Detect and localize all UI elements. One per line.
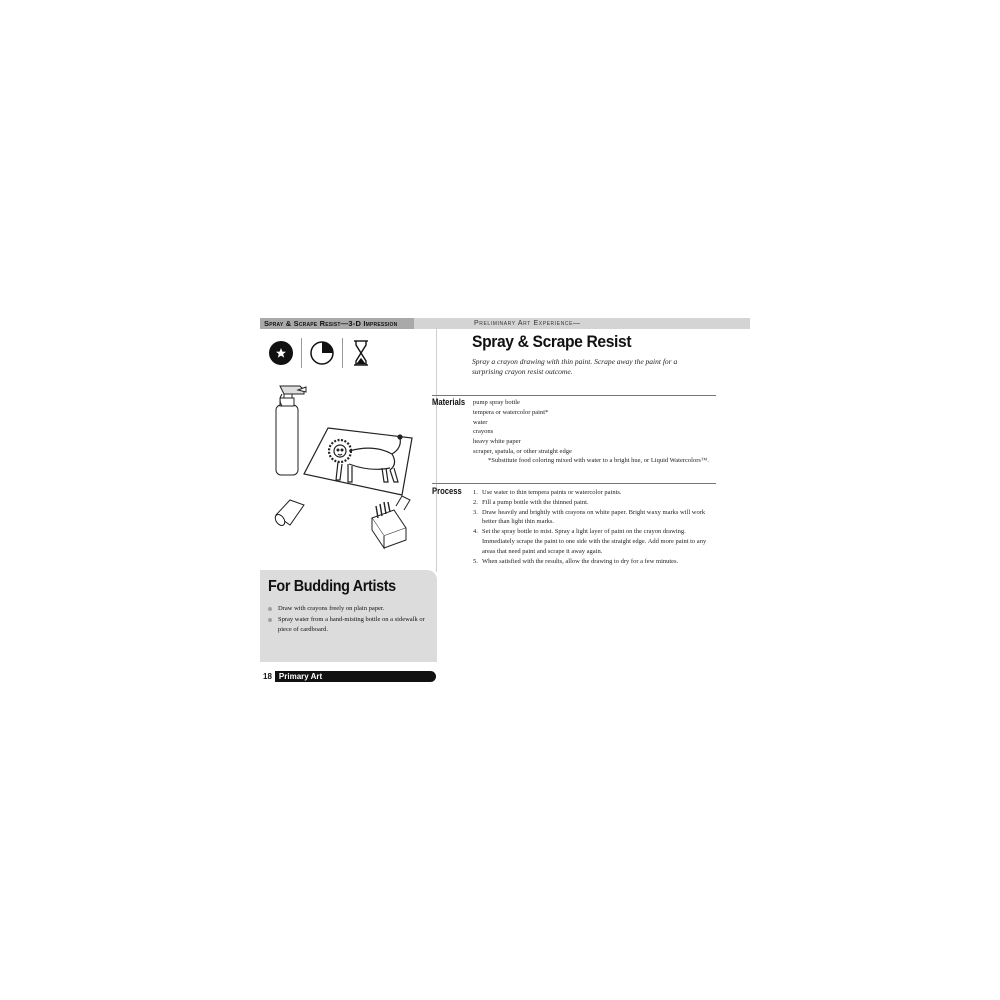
page-number: 18 [260, 671, 275, 682]
materials-illustration [270, 378, 430, 553]
process-steps [473, 488, 718, 566]
process-rule [432, 483, 716, 484]
hourglass-icon [354, 341, 368, 365]
page-title: Spray & Scrape Resist [472, 332, 632, 351]
header-left-title: Spray & Scrape Resist—3-D Impression [260, 318, 414, 329]
budding-artists-list [266, 604, 430, 636]
list-item: water [473, 418, 488, 426]
bullet-icon [268, 607, 272, 611]
materials-label: Materials [432, 397, 466, 407]
header-right-title: Preliminary Art Experience— [474, 320, 581, 327]
materials-rule [432, 395, 716, 396]
bullet-icon [268, 618, 272, 622]
spray-bottle-image [276, 386, 306, 475]
process-label: Process [432, 486, 462, 496]
lion-drawing-paper-image [304, 428, 412, 495]
list-item: heavy white paper [473, 438, 521, 446]
list-item: 1. Use water to thin tempera paints or watercolor paints. [473, 489, 622, 496]
book-title: Primary Art [278, 672, 323, 681]
materials-list [473, 398, 572, 457]
list-item: Spray water from a hand-misting bottle on a sidewalk or piece of cardboard. [266, 615, 430, 635]
list-item: crayons [473, 428, 494, 436]
footer-bar [260, 671, 436, 682]
clock-quarter-icon [311, 342, 333, 364]
difficulty-icons [267, 332, 377, 372]
page-subtitle: Spray a crayon drawing with thin paint. Scrape away the paint for a surprising crayon resist outcome. [472, 357, 678, 376]
star-icon [269, 341, 293, 365]
list-item: 2. Fill a pump bottle with the thinned paint. [473, 498, 589, 506]
paper-roll-image [273, 500, 304, 527]
header-bar [260, 318, 750, 329]
list-item: 4. Set the spray bottle to mist. Spray a light layer of paint on the crayon drawing. Immediately scrape the paint to one side with the straight edge. Add more paint to any areas that need paint and scrape it away again. [473, 528, 707, 555]
list-item: Draw with crayons freely on plain paper. [266, 604, 430, 614]
budding-artists-box [260, 570, 437, 662]
column-divider [436, 329, 437, 572]
list-item: pump spray bottle [473, 399, 520, 406]
list-item: 3. Draw heavily and brightly with crayons on white paper. Bright waxy marks will work better than light thin marks. [473, 508, 706, 526]
budding-artists-title: For Budding Artists [268, 578, 396, 595]
book-page [260, 318, 750, 682]
materials-note: *Substitute food coloring mixed with water to a bright hue, or Liquid Watercolors™. [488, 457, 709, 464]
list-item: scraper, spatula, or other straight edge [473, 447, 572, 455]
list-item: 5. When satisfied with the results, allow the drawing to dry for a few minutes. [473, 557, 679, 565]
list-item: tempera or watercolor paint* [473, 408, 549, 416]
crayon-box-image [372, 496, 410, 548]
